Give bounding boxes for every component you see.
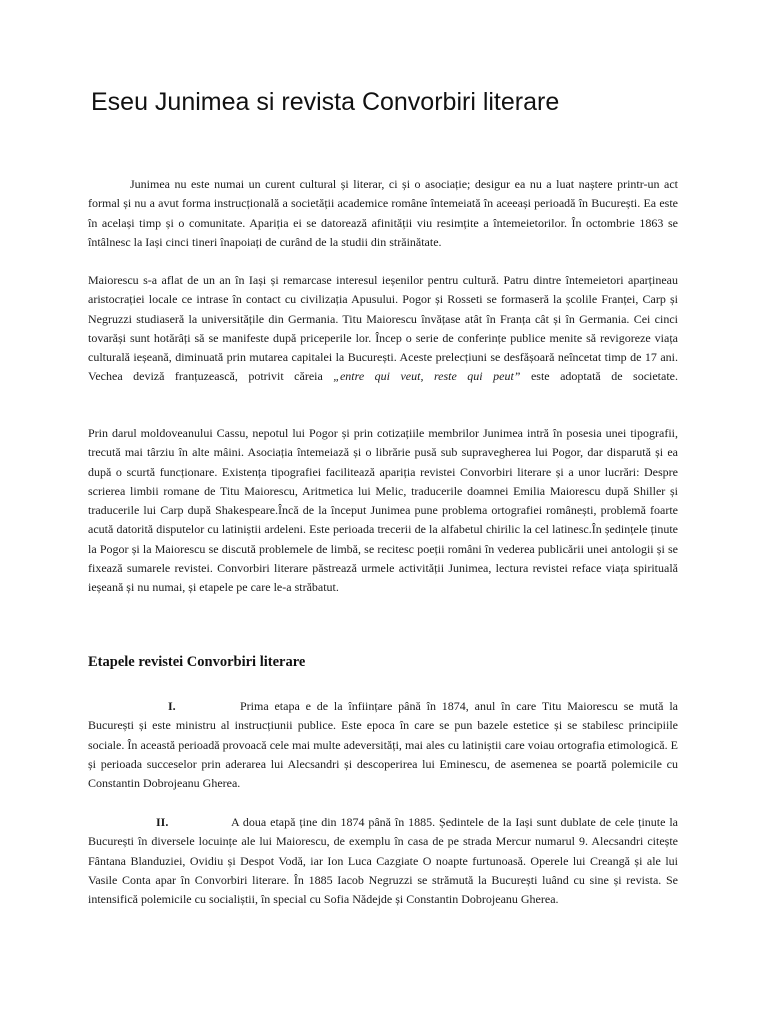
document-title: Eseu Junimea si revista Convorbiri literare	[91, 88, 560, 116]
paragraph-intro: Junimea nu este numai un curent cultural și literar, ci și o asociație; desigur ea nu a luat naștere printr-un act formal și nu a avut forma instrucțională a societății academice române întemeiată în aceeași perioadă în București. Ea este în același timp și o comunitate. Apariția ei se datorează afinității viu resimțite a întemeietorilor. În octombrie 1863 se întâlnesc la Iași cinci tineri înapoiați de curând de la studii din străinătate.	[88, 177, 678, 249]
stage-item	[88, 813, 678, 909]
paragraph-maiorescu	[88, 271, 678, 387]
paragraph-maiorescu-text: Maiorescu s-a aflat de un an în Iași și remarcase interesul ieșenilor pentru cultură. Patru dintre întemeietori aparțineau aristocrației locale ce intrase în contact cu civilizația Apusului. Pogor și Rosseti se formaseră la școlile Franței, Carp și Negruzzi studiaseră la universitățile din Germania. Titu Maiorescu învățase atât în Franța cât și în Germania. Cei cinci tovarăși sunt hotărâți să se manifeste după priceperile lor. Încep o serie de conferințe publice menite să revigoreze viața culturală ieșeană, diminuată prin mutarea capitalei la București. Aceste prelecțiuni se desfășoară neîncetat timp de 17 ani. Vechea deviză franțuzească, potrivit căreia	[88, 273, 678, 384]
stage-text: Prima etapa e de la înființare până în 1874, anul în care Titu Maiorescu se mută la București și este ministru al instrucțiunii publice. Este epoca în care se pun bazele estetice și se stabilesc principiile sociale. În această perioadă provoacă cele mai multe adeversități, mai ales cu latiniștii care voiau ortografia etimologică. E și perioada succeselor prin aderarea lui Alecsandri și descoperirea lui Eminescu, de asemenea se poartă polemicile cu Constantin Dobrojeanu Gherea.	[88, 699, 678, 791]
stage-numeral: II.	[156, 815, 169, 829]
stage-item	[88, 697, 678, 793]
stage-text: A doua etapă ține din 1874 până în 1885. Ședintele de la Iași sunt dublate de cele ținute la București în diversele locuințe ale lui Maiorescu, de exemplu în casa de pe strada Mercur numarul 9. Alecsandri citește Fântana Blanduziei, Ovidiu și Despot Vodă, iar Ion Luca Cazgiate O noapte furtunoasă. Operele lui Creangă și ale lui Vasile Conta apar în Convorbiri literare. În 1885 Iacob Negruzzi se strămută la București luând cu sine și revista. Se intensifică polemicile cu socialiștii, în special cu Sofia Nădejde și Constantin Dobrojeanu Gherea.	[88, 815, 678, 907]
paragraph-maiorescu-end: este adoptată de societate.	[520, 369, 679, 384]
section-heading: Etapele revistei Convorbiri literare	[88, 654, 306, 670]
motto-quote: „entre qui veut, reste qui peut”	[333, 369, 521, 384]
paragraph-tipografie: Prin darul moldoveanului Cassu, nepotul lui Pogor și prin cotizațiile membrilor Junimea intră în posesia unei tipografii, trecută mai târziu în alte mâini. Asociația întemeiază și o librărie pusă sub supravegherea lui Pogor, dar disparută și ea după o scurtă funcționare. Existența tipografiei facilitează apariția revistei Convorbiri literare și a unor lucrări: Despre scrierea limbii romane de Titu Maiorescu, Aritmetica lui Melic, traducerile doamnei Emilia Maiorescu după Shiller și traducerile lui Carp după Shakespeare.Încă de la început Junimea pune problema ortografiei românești, problemă foarte acută datorită disputelor cu latiniștii ardeleni. Este perioada trecerii de la alfabetul chirilic la cel latinesc.În ședințele ținute la Pogor și la Maiorescu se discută problemele de limbă, se recitesc poeții români în vederea publicării unei antologii și se fixează sumarele revistei. Convorbiri literare păstrează urmele activității Junimea, lectura revistei reface viața spirituală ieșeană și nu numai, și etapele pe care le-a străbatut.	[88, 426, 678, 595]
stage-numeral: I.	[168, 699, 176, 713]
